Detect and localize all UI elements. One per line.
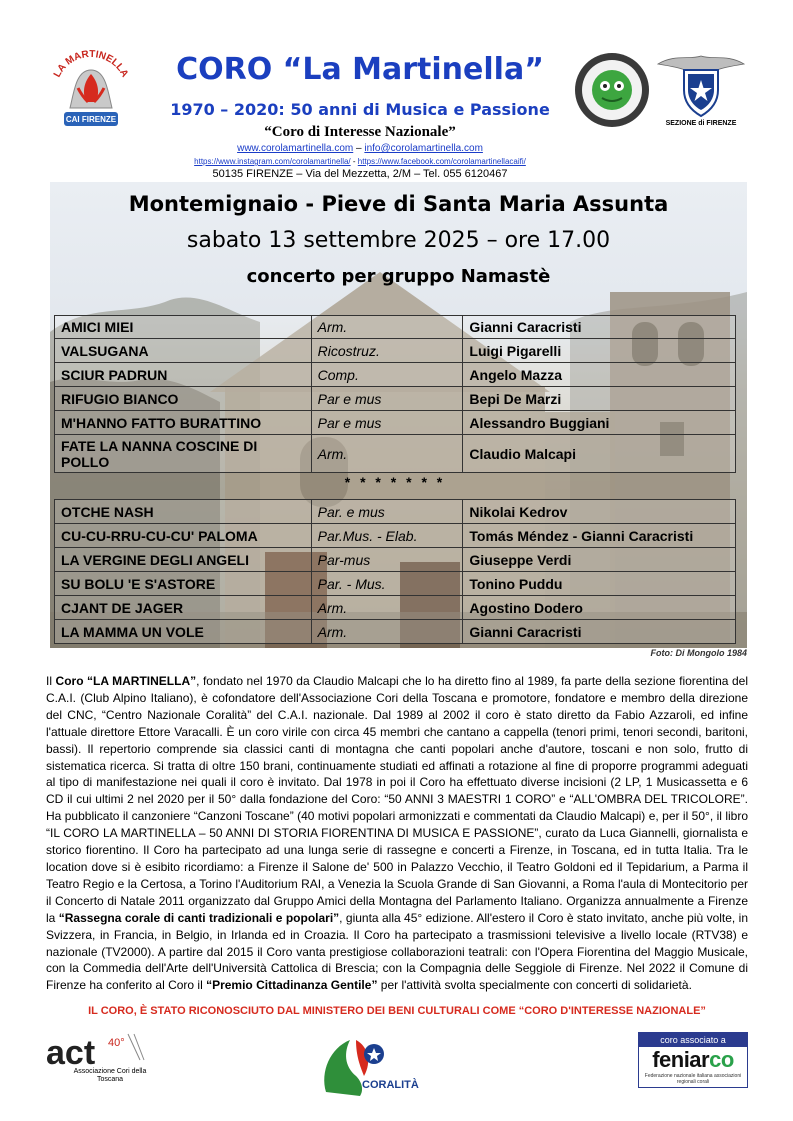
song-author: Alessandro Buggiani [463, 411, 736, 435]
table-row [55, 548, 736, 572]
event-date: sabato 13 settembre 2025 – ore 17.00 [186, 228, 611, 253]
logo-left-bottom-text: CAI FIRENZE [65, 115, 117, 124]
address: 50135 FIRENZE – Via del Mezzetta, 2/M – Tel. 055 6120467 [212, 168, 508, 180]
table-row [55, 387, 736, 411]
song-author: Tomás Méndez - Gianni Caracristi [463, 524, 736, 548]
choir-biography [46, 673, 748, 994]
song-role: Arm. [311, 596, 463, 620]
act-logo-text: act [46, 1034, 96, 1070]
song-title: AMICI MIEI [55, 316, 312, 339]
national-interest-label: “Coro di Interesse Nazionale” [264, 124, 456, 140]
web-contacts [140, 143, 580, 154]
song-author: Gianni Caracristi [463, 316, 736, 339]
song-title: RIFUGIO BIANCO [55, 387, 312, 411]
song-author: Tonino Puddu [463, 572, 736, 596]
song-title: CU-CU-RRU-CU-CU' PALOMA [55, 524, 312, 548]
facebook-link[interactable]: https://www.facebook.com/corolamartinellacaifi/ [357, 157, 526, 166]
table-row [55, 411, 736, 435]
namaste-group-logo [574, 52, 650, 128]
song-title: M'HANNO FATTO BURATTINO [55, 411, 312, 435]
song-role: Arm. [311, 620, 463, 644]
event-description: concerto per gruppo Namastè [246, 266, 551, 287]
act-caption: Associazione Cori della Toscana [73, 1068, 147, 1083]
feniarco-top-label: coro associato a [639, 1033, 747, 1047]
bio-text: Il [46, 674, 56, 688]
song-title: LA VERGINE DEGLI ANGELI [55, 548, 312, 572]
song-author: Nikolai Kedrov [463, 500, 736, 524]
song-author: Bepi De Marzi [463, 387, 736, 411]
social-links [140, 157, 580, 166]
song-role: Comp. [311, 363, 463, 387]
song-author: Angelo Mazza [463, 363, 736, 387]
song-title: LA MAMMA UN VOLE [55, 620, 312, 644]
email-link[interactable]: info@corolamartinella.com [364, 143, 483, 154]
song-title: SCIUR PADRUN [55, 363, 312, 387]
song-author: Agostino Dodero [463, 596, 736, 620]
cai-section-caption: SEZIONE di FIRENZE [665, 120, 737, 127]
table-row [55, 339, 736, 363]
table-row [55, 596, 736, 620]
program-separator: * * * * * * * [344, 474, 446, 490]
act-logo-sup: 40° [108, 1037, 125, 1049]
table-row [55, 572, 736, 596]
song-title: CJANT DE JAGER [55, 596, 312, 620]
song-role: Par e mus [311, 411, 463, 435]
choir-title: CORO “La Martinella” [176, 52, 544, 87]
table-row [55, 363, 736, 387]
table-row [55, 524, 736, 548]
song-author: Gianni Caracristi [463, 620, 736, 644]
event-place: Montemignaio - Pieve di Santa Maria Assunta [128, 192, 669, 216]
feniarco-logo [638, 1032, 748, 1088]
song-role: Par. - Mus. [311, 572, 463, 596]
feniarco-name [639, 1047, 747, 1073]
table-row [55, 620, 736, 644]
program-table-part1 [54, 315, 736, 473]
song-role: Par. e mus [311, 500, 463, 524]
bio-bold: “Premio Cittadinanza Gentile” [206, 978, 378, 993]
song-title: OTCHE NASH [55, 500, 312, 524]
anniversary-subtitle: 1970 – 2020: 50 anni di Musica e Passione [170, 100, 550, 119]
website-link[interactable]: www.corolamartinella.com [237, 143, 354, 154]
instagram-link[interactable]: https://www.instagram.com/corolamartinella/ [194, 157, 351, 166]
song-title: VALSUGANA [55, 339, 312, 363]
song-role: Ricostruz. [311, 339, 463, 363]
bio-text: , fondato nel 1970 da Claudio Malcapi che lo ha diretto fino al 1989, fa parte della sezione fiorentina del C.A.I. (Club Alpino Italiano), è cofondatore dell'Associazione Cori della Toscana e promotore, fondatore e membro della direzione del CNC, “Centro Nazionale Coralità” del C.A.I. nazionale. Dal 1989 al 2002 il coro è stato diretto da Fabio Azzaroli, ed infine l'attuale direttore Ettore Varacalli. È un coro virile con circa 45 membri che cantano a cappella (tenori primi, tenori secondi, baritoni, bassi). Il repertorio comprende sia classici canti di montagna che canti popolari anche d'autore, toscani e non solo, frutto di sistematica ricerca. Si tratta di oltre 150 brani, continuamente studiati ed affinati a rotazione al fine di proporre programmi adeguati al tipo di manifestazione nei quali il coro è invitato. Dal 1978 in poi il Coro ha effettuato diverse incisioni (2 LP, 1 Musicassetta e 6 CD il cui ultimi 2 nel 2020 per il 50° dalla fondazione del Coro: “50 ANNI 3 MAESTRI 1 CORO” e “ALL'OMBRA DEL TRICOLORE”. Ha pubblicato il canzoniere “Canzoni Toscane” (40 motivi popolari armonizzati e commentati da Claudio Malcapi) e, per il 50°, il libro “IL CORO LA MARTINELLA – 50 ANNI DI STORIA FIORENTINA DI MUSICA E PASSIONE”, curato da Luca Giannelli, giornalista e storico fiorentino. Il Coro ha partecipato ad una lunga serie di rassegne e concerti a Firenze, in Toscana, ed in tutta Italia. Tra le location dove si è esibito ricordiamo: a Firenze il Salone de' 500 in Palazzo Vecchio, il Teatro Goldoni ed il Tepidarium, a Parma il Teatro Regio e la Certosa, a Torino l'Auditorium RAI, a Venezia la Scuola Grande di San Giovanni, a Roma l'aula di Montecitorio per il Concerto di Natale 2011 organizzato dal Gruppo Amici della Montagna del Parlamento Italiano. Organizza annualmente a Firenze la [46, 674, 749, 925]
song-role: Par e mus [311, 387, 463, 411]
photo-credit: Foto: Di Mongolo 1984 [650, 648, 747, 658]
separator: - [352, 157, 358, 166]
song-author: Claudio Malcapi [463, 435, 736, 473]
song-role: Arm. [311, 316, 463, 339]
bio-text: , giunta alla 45° edizione. All'estero il Coro è stato invitato, anche più volte, in Svizzera, in Francia, in Belgio, in Irlanda ed in Croazia. Il Coro ha partecipato a trasmissioni televisive a livello locale (RTV38) e nazionale (TV2000). A partire dal 2015 il Coro vanta prestigiose collaborazioni teatrali: con l'Opera Fiorentina del Maggio Musicale, con la Commedia dell'Arte dell'Università Cattolica di Brescia; con la Compagnia delle Seggiole di Firenze. Nel 2022 il Comune di Firenze ha conferito al Coro il [46, 910, 748, 993]
song-role: Arm. [311, 435, 463, 473]
table-row [55, 500, 736, 524]
song-title: FATE LA NANNA COSCINE DI POLLO [55, 435, 312, 473]
table-row [55, 316, 736, 339]
program-table-part2 [54, 499, 736, 644]
song-role: Par-mus [311, 548, 463, 572]
song-title: SU BOLU 'E S'ASTORE [55, 572, 312, 596]
song-author: Giuseppe Verdi [463, 548, 736, 572]
coralita-text: CORALITÀ [362, 1079, 419, 1091]
song-author: Luigi Pigarelli [463, 339, 736, 363]
logo-left-top-text: LA MARTINELLA [51, 48, 131, 80]
separator: – [356, 143, 365, 154]
table-row [55, 435, 736, 473]
feniarco-name-b: co [709, 1047, 734, 1072]
bio-text: per l'attività svolta specialmente con concerti di solidarietà. [377, 978, 692, 993]
feniarco-subtitle: Federazione nazionale italiana associazioni regionali corali [644, 1073, 742, 1085]
bio-bold: Coro “LA MARTINELLA” [55, 674, 197, 688]
feniarco-name-a: feniar [652, 1047, 710, 1072]
bio-bold: “Rassegna corale di canti tradizionali e popolari” [58, 910, 340, 925]
la-martinella-logo [48, 48, 134, 136]
coralita-logo [316, 1032, 474, 1098]
song-role: Par.Mus. - Elab. [311, 524, 463, 548]
ministry-recognition: IL CORO, È STATO RICONOSCIUTO DAL MINISTERO DEI BENI CULTURALI COME “CORO D'INTERESSE NAZIONALE” [88, 1005, 706, 1017]
